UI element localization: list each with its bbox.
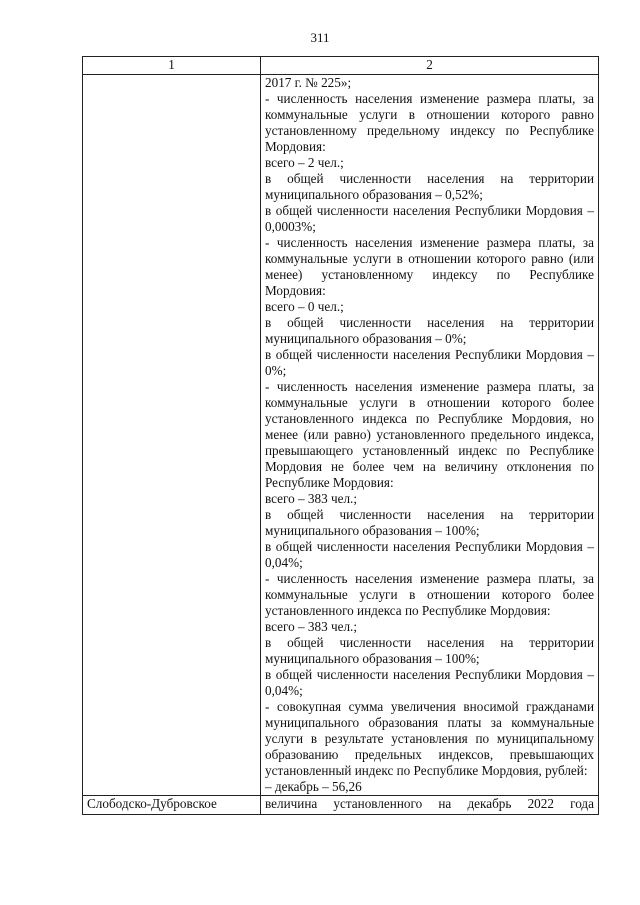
paragraph: всего – 383 чел.; xyxy=(265,619,357,634)
document-table xyxy=(82,56,599,815)
paragraph: в общей численности населения Республики Мордовия – 0%; xyxy=(265,347,594,378)
municipality-name: Слободско-Дубровское xyxy=(83,796,261,815)
description-cell xyxy=(261,75,599,796)
table-row xyxy=(83,75,599,796)
paragraph: всего – 0 чел.; xyxy=(265,299,344,314)
paragraph: в общей численности населения на территории муниципального образования – 100%; xyxy=(265,507,594,538)
paragraph: - совокупная сумма увеличения вносимой гражданами муниципального образования платы за коммунальные услуги в результате установления по муниципальному образованию предельных индексов, превышающих установленный индекс по Республике Мордовия, рублей: xyxy=(265,699,594,778)
table-row xyxy=(83,796,599,815)
paragraph: в общей численности населения на территории муниципального образования – 100%; xyxy=(265,635,594,666)
paragraph: - численность населения изменение размера платы, за коммунальные услуги в отношении которого более установленного индекса по Республике Мордовия, но менее (или равно) установленного предельного индекса, превышающего установленный индекс по Республике Мордовия не более чем на величину отклонения по Республике Мордовия: xyxy=(265,379,594,490)
paragraph: 2017 г. № 225»; xyxy=(265,75,352,90)
column-header-2: 2 xyxy=(261,57,599,75)
paragraph: всего – 2 чел.; xyxy=(265,155,344,170)
paragraph: в общей численности населения Республики Мордовия – 0,0003%; xyxy=(265,203,594,234)
paragraph: всего – 383 чел.; xyxy=(265,491,357,506)
paragraph: - численность населения изменение размера платы, за коммунальные услуги в отношении которого равно (или менее) установленному индексу по Республике Мордовия: xyxy=(265,235,594,298)
paragraph: в общей численности населения Республики Мордовия – 0,04%; xyxy=(265,539,594,570)
municipality-cell-empty xyxy=(83,75,261,796)
paragraph: в общей численности населения Республики Мордовия – 0,04%; xyxy=(265,667,594,698)
paragraph: величина установленного на декабрь 2022 года xyxy=(265,796,594,811)
paragraph: - численность населения изменение размера платы, за коммунальные услуги в отношении которого равно установленному предельному индексу по Республике Мордовия: xyxy=(265,91,594,154)
paragraph: - численность населения изменение размера платы, за коммунальные услуги в отношении которого более установленного индекса по Республике Мордовия: xyxy=(265,571,594,618)
paragraph: в общей численности населения на территории муниципального образования – 0%; xyxy=(265,315,594,346)
table-header-row xyxy=(83,57,599,75)
paragraph: в общей численности населения на территории муниципального образования – 0,52%; xyxy=(265,171,594,202)
description-cell xyxy=(261,796,599,815)
paragraph: – декабрь – 56,26 xyxy=(265,779,362,794)
column-header-1: 1 xyxy=(83,57,261,75)
page-number: 311 xyxy=(310,30,330,45)
